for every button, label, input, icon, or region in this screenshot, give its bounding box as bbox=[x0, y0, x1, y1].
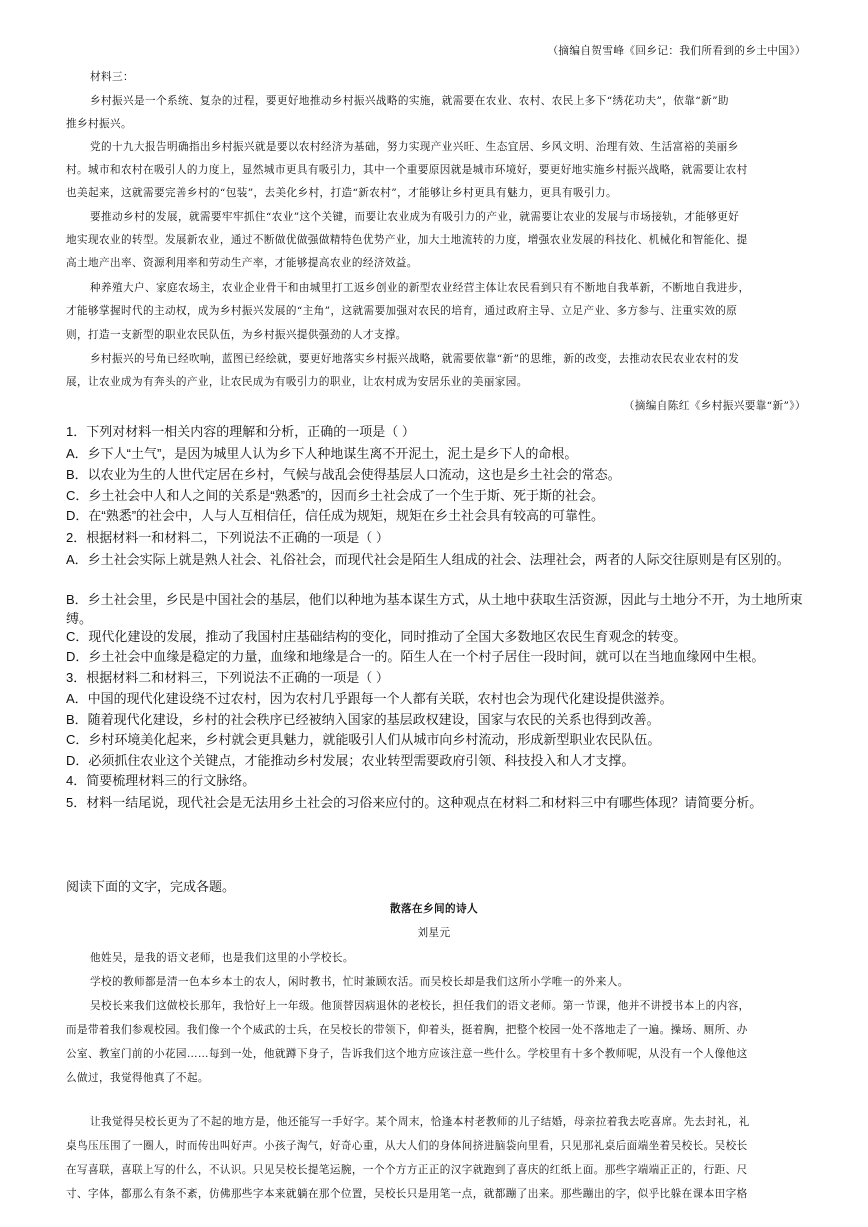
material3-heading: 材料三： bbox=[90, 71, 134, 83]
material3-line: 要推动乡村的发展，就需要牢牢抓住“农业”这个关键，而要让农业成为有吸引力的产业，就需要让农业的发展与市场接轨，才能够更好 bbox=[90, 211, 740, 223]
question-1-option-c: C．乡土社会中人和人之间的关系是“熟悉”的，因而乡土社会成了一个生于斯、死于斯的社会。 bbox=[66, 488, 605, 503]
passage-line: 么做过，我觉得他真了不起。 bbox=[66, 1072, 209, 1084]
question-4: 4．简要梳理材料三的行文脉络。 bbox=[66, 773, 256, 788]
question-5: 5．材料一结尾说，现代社会是无法用乡土社会的习俗来应付的。这种观点在材料二和材料三中有哪些体现？请简要分析。 bbox=[66, 795, 763, 810]
question-3-option-c: C．乡村环境美化起来，乡村就会更具魅力，就能吸引人们从城市向乡村流动，形成新型职业农民队伍。 bbox=[66, 732, 661, 747]
question-3-option-d: D．必须抓住农业这个关键点，才能推动乡村发展；农业转型需要政府引领、科技投入和人才支撑。 bbox=[66, 753, 635, 768]
material3-line: 党的十九大报告明确指出乡村振兴就是要以农村经济为基础，努力实现产业兴旺、生态宜居、乡风文明、治理有效、生活富裕的美丽乡 bbox=[90, 141, 739, 153]
passage-line: 而是带着我们参观校园。我们像一个个威武的士兵，在吴校长的带领下，仰着头，挺着胸，把整个校园一处不落地走了一遍。操场、厕所、办 bbox=[66, 1024, 748, 1036]
passage-line: 公室、教室门前的小花园……每到一处，他就蹲下身子，告诉我们这个地方应该注意一些什么。学校里有十多个教师呢，从没有一个人像他这 bbox=[66, 1048, 748, 1060]
passage-line: 吴校长来我们这做校长那年，我恰好上一年级。他顶替因病退休的老校长，担任我们的语文老师。第一节课，他并不讲授书本上的内容， bbox=[90, 1000, 750, 1012]
material3-line: 推乡村振兴。 bbox=[66, 118, 132, 130]
question-3-option-b: B．随着现代化建设，乡村的社会秩序已经被纳入国家的基层政权建设，国家与农民的关系也得到改善。 bbox=[66, 712, 660, 727]
passage-title: 散落在乡间的诗人 bbox=[390, 903, 478, 915]
material3-line: 种养殖大户、家庭农场主，农业企业骨干和由城里打工返乡创业的新型农业经营主体让农民看到只有不断地自我革新，不断地自我进步， bbox=[90, 282, 750, 294]
question-3: 3．根据材料二和材料三，下列说法不正确的一项是（ ） bbox=[66, 670, 389, 685]
question-1-option-d: D．在“熟悉”的社会中，人与人互相信任，信任成为规矩，规矩在乡土社会具有较高的可靠性。 bbox=[66, 508, 605, 523]
passage-line: 寸、字体，都那么有条不紊，仿佛那些字本来就躺在那个位置，吴校长只是用笔一点，就都蹦了出来。那些蹦出的字，似乎比躲在课本田字格 bbox=[66, 1188, 748, 1200]
reading-instruction: 阅读下面的文字，完成各题。 bbox=[66, 879, 236, 894]
question-2-option-b: B．乡土社会里，乡民是中国社会的基层，他们以种地为基本谋生方式，从土地中获取生活资源，因此与土地分不开，为土地所束缚。 bbox=[66, 592, 803, 626]
source-citation-top: （摘编自贺雪峰《回乡记：我们所看到的乡土中国》） bbox=[547, 45, 806, 57]
passage-line: 在写喜联，喜联上写的什么，不认识。只见吴校长提笔运腕，一个个方方正正的汉字就跑到了喜庆的红纸上面。那些字端端正正的，行距、尺 bbox=[66, 1164, 748, 1176]
question-2-option-a: A．乡土社会实际上就是熟人社会、礼俗社会，而现代社会是陌生人组成的社会、法理社会，两者的人际交往原则是有区别的。 bbox=[66, 552, 790, 567]
material3-line: 才能够掌握时代的主动权，成为乡村振兴发展的“主角”，这就需要加强对农民的培育，通过政府主导、立足产业、多方参与、注重实效的原 bbox=[66, 305, 738, 317]
question-2: 2．根据材料一和材料二，下列说法不正确的一项是（ ） bbox=[66, 530, 389, 545]
material3-line: 则，打造一支新型的职业农民队伍，为乡村振兴提供强劲的人才支撑。 bbox=[66, 329, 407, 341]
question-2-option-c: C．现代化建设的发展，推动了我国村庄基础结构的变化，同时推动了全国大多数地区农民生育观念的转变。 bbox=[66, 629, 687, 644]
question-3-option-a: A．中国的现代化建设绕不过农村，因为农村几乎跟每一个人都有关联，农村也会为现代化建设提供滋养。 bbox=[66, 691, 673, 706]
passage-line: 让我觉得吴校长更为了不起的地方是，他还能写一手好字。某个周末，恰逢本村老教师的儿子结婚，母亲拉着我去吃喜席。先去封礼，礼 bbox=[90, 1116, 750, 1128]
passage-line: 他姓吴，是我的语文老师，也是我们这里的小学校长。 bbox=[90, 952, 354, 964]
material3-line: 高土地产出率、资源利用率和劳动生产率，才能够提高农业的经济效益。 bbox=[66, 257, 418, 269]
material3-line: 也美起来，这就需要完善乡村的“包装”，去美化乡村，打造“新农村”，才能够让乡村更具有魅力，更具有吸引力。 bbox=[66, 187, 617, 199]
passage-author: 刘星元 bbox=[417, 927, 451, 939]
passage-line: 桌鸟压压围了一圈人，时而传出叫好声。小孩子淘气，好奇心重，从大人们的身体间挤进脑袋向里看，只见那礼桌后面端坐着吴校长。吴校长 bbox=[66, 1140, 748, 1152]
question-1-option-a: A．乡下人“土气”，是因为城里人认为乡下人种地谋生离不开泥土，泥土是乡下人的命根。 bbox=[66, 446, 578, 461]
material3-line: 村。城市和农村在吸引人的力度上，显然城市更具有吸引力，其中一个重要原因就是城市环境好，要更好地实施乡村振兴战略，就需要让农村 bbox=[66, 164, 748, 176]
material3-line: 乡村振兴的号角已经吹响，蓝图已经绘就，要更好地落实乡村振兴战略，就需要依靠“新”的思维，新的改变，去推动农民农业农村的发 bbox=[90, 353, 740, 365]
material3-source: （摘编自陈红《乡村振兴要靠“新”》） bbox=[623, 400, 806, 412]
question-1: 1．下列对材料一相关内容的理解和分析，正确的一项是（ ） bbox=[66, 424, 415, 439]
material3-line: 地实现农业的转型。发展新农业，通过不断做优做强做精特色优势产业，加大土地流转的力度，增强农业发展的科技化、机械化和智能化、提 bbox=[66, 234, 748, 246]
material3-line: 展，让农业成为有奔头的产业，让农民成为有吸引力的职业，让农村成为安居乐业的美丽家园。 bbox=[66, 376, 528, 388]
question-1-option-b: B．以农业为生的人世代定居在乡村，气候与战乱会使得基层人口流动，这也是乡土社会的常态。 bbox=[66, 467, 621, 482]
material3-line: 乡村振兴是一个系统、复杂的过程，要更好地推动乡村振兴战略的实施，就需要在农业、农村、农民上多下“绣花功夫”，依靠“新”助 bbox=[90, 95, 729, 107]
question-2-option-d: D．乡土社会中血缘是稳定的力量，血缘和地缘是合一的。陌生人在一个村子居住一段时间，就可以在当地血缘网中生根。 bbox=[66, 649, 765, 664]
passage-line: 学校的教师都是清一色本乡本土的农人，闲时教书，忙时兼顾农活。而吴校长却是我们这所小学唯一的外来人。 bbox=[90, 976, 629, 988]
